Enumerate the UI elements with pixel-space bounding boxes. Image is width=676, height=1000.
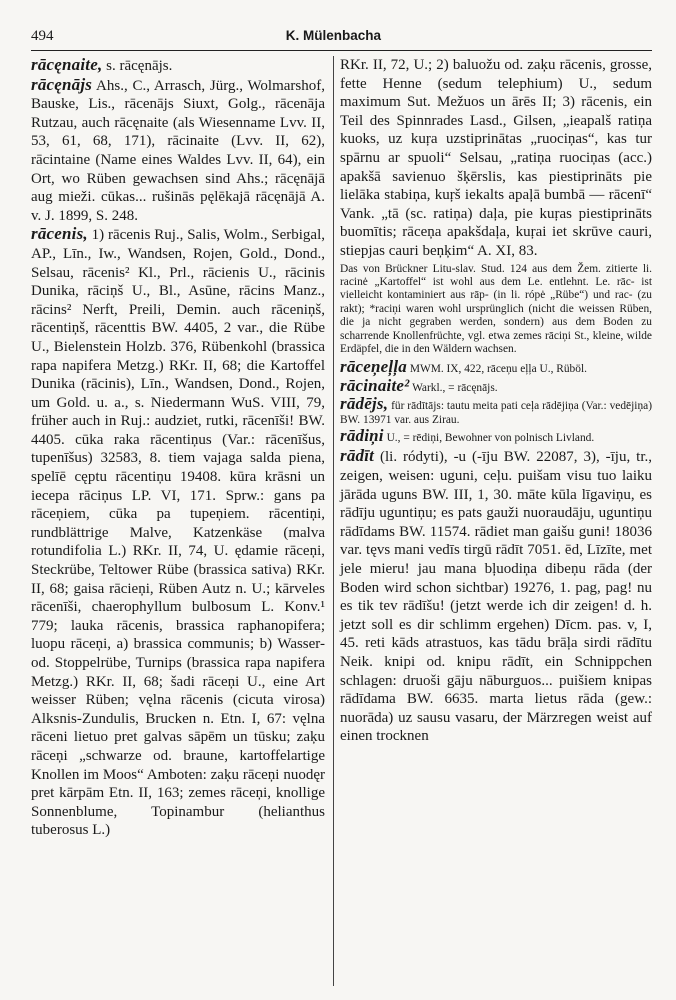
dictionary-entry [31, 56, 325, 76]
entry-headword: rādīt [340, 446, 375, 466]
entry-body: U., = rēdiņi, Bewohner von polnisch Livland. [386, 432, 595, 444]
page-number: 494 [31, 28, 54, 44]
dictionary-entry [340, 426, 652, 445]
entry-headword: rācęnaite, [31, 56, 103, 74]
entry-headword: rācęnājs [31, 74, 93, 94]
dictionary-entry [340, 447, 652, 746]
dictionary-entry [340, 375, 652, 395]
entry-headword: rācenis, [31, 224, 88, 244]
entry-headword: rācinaite² [340, 375, 410, 395]
dictionary-entry [340, 357, 652, 377]
entry-body: s. rācęnājs. [106, 58, 173, 74]
dictionary-entry [31, 225, 325, 840]
right-column [334, 56, 652, 986]
dictionary-entry [340, 394, 652, 427]
entry-continuation: RKr. II, 72, U.; 2) baluožu od. zaķu rācenis, grosse, fette Henne (sedum telephium) U., sedum maximum Sut. Mežuos un ārēs II; 3) rācenis, ein Teil des Spinnrades Lasd., Gilsen, „ieapalš ratiņa kuoks, uz kuŗa uzstiprinātas „ruociņas“, kas tur spārnu ar spuoli“ Selsau, „ratiņa ruociņas (acc.) apakšā savienuo šķērslis, kas piestiprināts pie lielāka stabiņa, kuŗš iekalts apaļā bumbā — rācenī“ Vank. „tā (sc. ratiņa) daļa, pie kuŗas piestiprināts buomītis; rāceņa apakšdaļa, kuŗai iet skrūve cauri, stiepjas cauri beņķim“ A. XI, 83. [340, 57, 652, 259]
entry-body: Ahs., C., Arrasch, Jürg., Wolmarshof, Bauske, Lis., rācenājs Siuxt, Golg., rācenāja Rutzau, auch rācęnaite (als Wiesenname Lvv. II, 53, 61, 68, 171), rācinaite (Lvv. II, 62), rācintaine (Name eines Waldes Lvv. II, 64), ein Ort, wo Rüben gewachsen sind Ahs.; rācęnājā aug mieži. cūkas... rušinās pęlēkajā rācęnājā A. v. J. 1899, S. 248. [31, 77, 325, 224]
etymology-note: Das von Brückner Litu-slav. Stud. 124 aus dem Žem. zitierte li. racinė „Kartoffel“ ist wohl aus dem Le. entlehnt. Le. rāc- ist vielleicht kontaminiert aus rāp- (in li. rópė „Rübe“) und rac- (zu rakt); *raciņi waren wohl ursprünglich (nicht die weissen Rüben, die ja nicht gegraben werden, sondern) aus dem Boden zu scharrende Knollenfrüchte, vgl. etwa zemes rāciņi St., kleine, wilde Erdäpfel, die in den Wäldern wachsen. [340, 262, 652, 355]
entry-body: für rādītājs: tautu meita pati ceļa rādējiņa (Var.: vedējiņa) BW. 13971 var. aus Zirau. [340, 400, 652, 426]
entry-body: (li. ródyti), -u (-īju BW. 22087, 3), -īju, tr., zeigen, weisen: uguni, ceļu. puišam visu tuo laiku jārāda uguns BW. III, 1, 30. māte kūla līgaviņu, es rādīju uguntiņu; es pats gauži nuoraudāju, uguntiņu rādīdams BW. 11574. rādiet man gaišu guni! 18036 var. tęvs mani vedīs tirgū rādīt 7051. ēd, Līzīte, met jele mieru! jau mana bļuodiņa dibeņu rāda (der Boden wird schon sichtbar) 19276, 1. pag, pag! nu es tik tev rādīšu! (jetzt werde ich dir zeigen! d. h. jetzt soll es dir schlimm ergehen) Dīcm. pas. v, I, 45. reti kāds atrastuos, kas tādu brāļa sirdi rādītu Neik. knipi od. knipu rādīt, ein Schnippchen schlagen: druoši gāju nāburguos... puišiem knipas rādīdama BW. 6635. marta lietus rāda (gew.: nuorāda) uz sausu vasaru, der Märzregen weist auf einen trocknen [340, 449, 652, 745]
two-column-body [31, 56, 652, 986]
entry-headword: rādējs, [340, 394, 389, 414]
right-entries [340, 357, 652, 746]
entry-body: 1) rācenis Ruj., Salis, Wolm., Serbigal, AP., Līn., Iw., Wandsen, Rojen, Gold., Dond., Selsau, rācenis² Kl., Prl., rācienis U., rācinis Dunika, rāciņš U., Bl., Asūne, rācins Manz., rācins² Nerft, Preili, Demin. auch rāceniņš, rācentiņš, rācenttis BW. 4405, 2 var., die Rübe U., Bielenstein Holzb. 376, Rübenkohl (brassica rapa napifera Metzg.) RKr. II, 68; die Kartoffel Dunika (rācinis), Līn., Wandsen, Dond., Rojen, um Gold. u. a., s. Niedermann WuS. VIII, 79, früher auch in Ruj.: audziet, rutki, rācenīši! BW. 4405. cūka raka rācentiņus (Var.: rācenīšus, tupenīšus) 32583, 8. tiem vajaga salda piena, spelīē cęptu rācentiņu 19408. kūra krāsni un iecepa rāciņus LP. VI, 171. Sprw.: gans pa rāceņiem, cūka pa tupeņiem. rācentiņi, rundblättrige Malve, Katzenkäse (malva rotundifolia L.) RKr. II, 74, U. ędamie rāceņi, Steckrübe, Teltower Rübe (brassica sativa) RKr. II, 68; gaisa rācieņi, Rüben Autz n. U.; kārveles rācenīši, chaerophyllum bulbosum L. Konv.¹ 779; lauka rācenis, brassica raphanopifera; luopu rāceņi, a) brassica communis; b) Wasser- od. Stoppelrübe, Turnips (brassica rapa napifera Metzg.) RKr. II, 68; šadi rāceņi U., eine Art weisser Rüben; vęlna rācenis (cicuta virosa) Alksnis-Zundulis, Brucken n. Etn. I, 67: vęlna rāceni lietuo pret galvas sāpēm un tūsku; zaķu rāceņi „schwarze od. braune, kartoffelartige Knollen im Moos“ Amboten: zaķu rāceņi nuodęr pret kārpām Etn. II, 163; zemes rāceņi, knollige Sonnenblume, Topinambur (helianthus tuberosus L.) [31, 227, 326, 839]
entry-body: MWM. IX, 422, rāceņu eļļa U., Rüböl. [409, 363, 587, 376]
running-title: K. Mülenbacha [285, 28, 381, 43]
running-head [31, 28, 652, 51]
entry-body: Warkl., = rācęnājs. [412, 381, 498, 394]
entry-headword: rāceņeļļa [340, 357, 407, 377]
left-column [31, 56, 334, 986]
dictionary-entry [31, 76, 325, 226]
entry-headword: rādiņi [340, 426, 384, 445]
